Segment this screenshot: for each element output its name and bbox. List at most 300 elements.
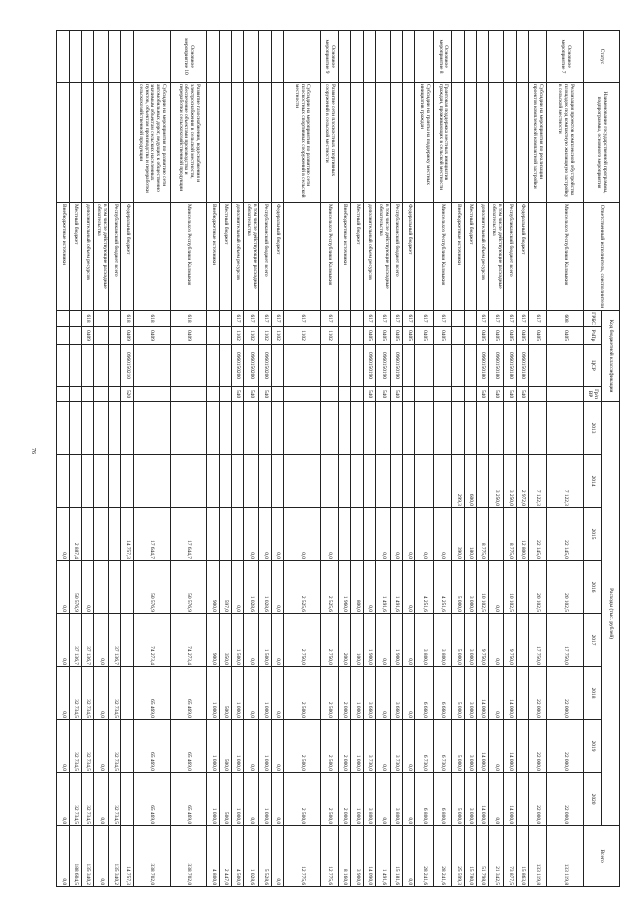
row-executor: Федеральный бюджет <box>516 203 528 311</box>
row-rzpr: 1102 <box>283 327 320 345</box>
row-value: 1 491,6 <box>375 561 390 614</box>
row-value: 500,0 <box>219 720 231 773</box>
table-row <box>244 31 259 887</box>
row-value: 0,0 <box>57 561 70 614</box>
row-value <box>464 402 476 455</box>
row-value: 0,0 <box>375 773 390 826</box>
row-value: 14 757,3 <box>121 508 133 561</box>
row-value <box>489 508 504 561</box>
row-value: 14 000,0 <box>476 773 488 826</box>
budget-table <box>56 30 620 887</box>
header-executor: Ответственный исполнитель, соисполнители <box>584 203 620 311</box>
row-value <box>516 561 528 614</box>
row-value: 1 000,0 <box>351 720 363 773</box>
row-status <box>452 31 464 83</box>
row-vr: 540 <box>363 387 375 402</box>
row-status <box>339 31 351 83</box>
row-value <box>231 402 243 455</box>
row-grbs: 617 <box>489 311 504 327</box>
row-csr <box>452 345 464 387</box>
row-executor: Местный бюджет <box>219 203 231 311</box>
row-value: 3 000,0 <box>464 614 476 667</box>
row-value: 390,0 <box>452 508 464 561</box>
row-name <box>244 83 259 203</box>
row-name <box>259 83 271 203</box>
row-csr: 0960150180 <box>489 345 504 387</box>
row-value: 10 102,5 <box>476 561 488 614</box>
row-value: 2 000,0 <box>339 667 351 720</box>
row-value <box>231 508 243 561</box>
table-row <box>363 31 375 887</box>
row-value: 0,0 <box>271 614 283 667</box>
row-value <box>433 455 451 508</box>
row-value: 3 660,0 <box>390 667 402 720</box>
row-csr <box>464 345 476 387</box>
row-vr <box>81 387 93 402</box>
row-value: 14 000,0 <box>476 720 488 773</box>
row-executor <box>133 203 170 311</box>
row-value <box>207 508 219 561</box>
row-value: 1 000,0 <box>259 720 271 773</box>
row-vr <box>320 387 338 402</box>
row-value: 3 800,0 <box>433 614 451 667</box>
row-value: 22 000,0 <box>547 720 584 773</box>
row-csr <box>207 345 219 387</box>
row-vr <box>464 387 476 402</box>
table-row <box>464 31 476 887</box>
row-rzpr <box>207 327 219 345</box>
row-rzpr <box>57 327 70 345</box>
row-rzpr: 0409 <box>81 327 93 345</box>
row-value <box>81 402 93 455</box>
row-total: 12 775,6 <box>320 826 338 887</box>
table-row <box>170 31 207 887</box>
row-value: 22 145,0 <box>528 508 546 561</box>
table-row <box>504 31 516 887</box>
row-value: 0,0 <box>489 667 504 720</box>
row-value <box>516 720 528 773</box>
table-row <box>547 31 584 887</box>
row-status: Основное мероприятие 9 <box>320 31 338 83</box>
table-row <box>207 31 219 887</box>
row-executor: Федеральный бюджет <box>121 203 133 311</box>
row-executor: Местный бюджет <box>464 203 476 311</box>
row-vr <box>271 387 283 402</box>
row-value: 1 000,0 <box>207 667 219 720</box>
row-status <box>219 31 231 83</box>
row-csr <box>133 345 170 387</box>
table-row <box>351 31 363 887</box>
row-total: 135 340,2 <box>109 826 121 887</box>
row-value: 2 887,4 <box>69 508 81 561</box>
row-value: 0,0 <box>403 773 415 826</box>
row-name <box>403 83 415 203</box>
row-executor: дополнительный объем ресурсов <box>231 203 243 311</box>
row-value: 0,0 <box>403 508 415 561</box>
row-rzpr <box>219 327 231 345</box>
row-value: 5 000,0 <box>452 720 464 773</box>
row-value: 0,0 <box>320 508 338 561</box>
row-value <box>109 508 121 561</box>
row-value: 2 525,6 <box>283 561 320 614</box>
row-executor: Минсельхоз Республики Калмыкия <box>547 203 584 311</box>
row-csr <box>403 345 415 387</box>
row-status <box>464 31 476 83</box>
row-csr <box>94 345 109 387</box>
row-total: 12 775,6 <box>283 826 320 887</box>
row-value <box>57 455 70 508</box>
row-name <box>464 83 476 203</box>
year-header: 2017 <box>584 614 602 667</box>
row-vr <box>207 387 219 402</box>
row-value: 3 250,0 <box>504 455 516 508</box>
row-csr <box>57 345 70 387</box>
row-value: 0,0 <box>271 667 283 720</box>
row-total: 8 160,0 <box>339 826 351 887</box>
row-name <box>69 83 81 203</box>
row-value: 1 000,0 <box>351 773 363 826</box>
row-value: 3 660,0 <box>363 667 375 720</box>
row-csr <box>69 345 81 387</box>
row-grbs: 608 <box>547 311 584 327</box>
row-value: 5 000,0 <box>452 561 464 614</box>
row-total: 1 028,6 <box>244 826 259 887</box>
row-value <box>81 508 93 561</box>
row-value: 3 000,0 <box>464 667 476 720</box>
row-value: 4 251,6 <box>415 561 433 614</box>
row-vr: 540 <box>231 387 243 402</box>
row-value <box>57 402 70 455</box>
row-value <box>403 402 415 455</box>
row-status <box>94 31 109 83</box>
row-value: 2 500,0 <box>283 720 320 773</box>
row-value: 3 730,0 <box>363 720 375 773</box>
row-value <box>351 508 363 561</box>
row-value: 32 734,5 <box>69 720 81 773</box>
row-value: 0,0 <box>244 667 259 720</box>
row-value <box>415 455 433 508</box>
row-executor <box>415 203 433 311</box>
row-value <box>363 508 375 561</box>
row-name: Субсидии на мероприятия по развитию сети автомобильных дорог, ведущих к общественно значимым объектам сельских населенных пунктов, объектам производства и переработки сельскохозяйственной продукции <box>133 83 170 203</box>
row-value: 6 800,0 <box>415 773 433 826</box>
row-grbs: 617 <box>403 311 415 327</box>
row-value <box>133 455 170 508</box>
table-row <box>489 31 504 887</box>
row-value: 22 145,0 <box>547 508 584 561</box>
row-value <box>351 402 363 455</box>
row-value: 1 491,6 <box>390 561 402 614</box>
row-value: 0,0 <box>375 667 390 720</box>
row-value <box>351 455 363 508</box>
row-value: 32 734,5 <box>109 773 121 826</box>
row-status: Основное мероприятие 7 <box>547 31 584 83</box>
row-executor: Минсельхоз Республики Калмыкия <box>433 203 451 311</box>
row-value: 1 000,0 <box>207 773 219 826</box>
row-value: 1 500,0 <box>231 614 243 667</box>
row-csr: 0960150200 <box>231 345 243 387</box>
row-total: 15 181,6 <box>390 826 402 887</box>
row-value: 0,0 <box>259 508 271 561</box>
row-rzpr <box>69 327 81 345</box>
row-value: 14 000,0 <box>504 773 516 826</box>
row-total: 133 119,8 <box>547 826 584 887</box>
row-executor: Республиканский бюджет всего <box>259 203 271 311</box>
row-value <box>69 455 81 508</box>
year-header: 2013 <box>584 402 602 455</box>
row-value: 1 028,6 <box>259 561 271 614</box>
row-vr <box>351 387 363 402</box>
header-csr: ЦСР <box>584 345 602 387</box>
row-rzpr: 1102 <box>271 327 283 345</box>
row-total: 188 604,5 <box>69 826 81 887</box>
row-value: 20 102,5 <box>528 561 546 614</box>
row-grbs: 618 <box>81 311 93 327</box>
row-rzpr: 1102 <box>231 327 243 345</box>
row-value <box>259 402 271 455</box>
row-status <box>283 31 320 83</box>
row-total: 2 447,0 <box>219 826 231 887</box>
row-executor: Республиканский бюджет всего <box>504 203 516 311</box>
row-value: 6 730,0 <box>415 720 433 773</box>
row-total: 0,0 <box>271 826 283 887</box>
rotated-content <box>56 30 620 886</box>
row-value: 1 900,0 <box>390 614 402 667</box>
table-row <box>320 31 338 887</box>
row-value: 1 900,0 <box>363 614 375 667</box>
row-value <box>207 455 219 508</box>
row-value <box>516 614 528 667</box>
row-value: 1 500,0 <box>259 614 271 667</box>
row-value <box>259 455 271 508</box>
row-value: 20 102,5 <box>547 561 584 614</box>
row-total: 4 500,0 <box>231 826 243 887</box>
row-value <box>363 402 375 455</box>
row-value: 7 122,3 <box>547 455 584 508</box>
row-executor <box>283 203 320 311</box>
row-total: 338 702,0 <box>133 826 170 887</box>
row-value: 6 660,0 <box>433 667 451 720</box>
table-row <box>415 31 433 887</box>
row-value: 22 000,0 <box>528 720 546 773</box>
row-grbs: 617 <box>375 311 390 327</box>
table-row <box>516 31 528 887</box>
row-value: 200,0 <box>339 614 351 667</box>
row-status <box>57 31 70 83</box>
row-rzpr <box>109 327 121 345</box>
year-header: 2014 <box>584 455 602 508</box>
row-value: 22 000,0 <box>528 667 546 720</box>
row-grbs <box>351 311 363 327</box>
row-executor: дополнительный объем ресурсов <box>363 203 375 311</box>
row-name <box>363 83 375 203</box>
row-value: 0,0 <box>415 508 433 561</box>
table-row <box>271 31 283 887</box>
row-csr: 0960150190 <box>375 345 390 387</box>
row-vr <box>170 387 207 402</box>
row-value: 5 000,0 <box>452 667 464 720</box>
row-value: 3 730,0 <box>390 720 402 773</box>
row-name <box>339 83 351 203</box>
row-value: 0,0 <box>403 720 415 773</box>
row-value: 0,0 <box>244 720 259 773</box>
row-status <box>133 31 170 83</box>
row-total: 28 241,6 <box>415 826 433 887</box>
row-name <box>489 83 504 203</box>
row-value: 4 251,6 <box>433 561 451 614</box>
row-executor: дополнительный объем ресурсов <box>81 203 93 311</box>
row-total: 15 863,0 <box>516 826 528 887</box>
row-value: 0,0 <box>375 614 390 667</box>
row-value: 9 750,0 <box>476 614 488 667</box>
row-value <box>121 402 133 455</box>
row-status <box>69 31 81 83</box>
row-total: 5 528,6 <box>259 826 271 887</box>
row-total: 4 800,0 <box>207 826 219 887</box>
row-value: 3 800,0 <box>390 773 402 826</box>
row-vr <box>528 387 546 402</box>
row-grbs <box>219 311 231 327</box>
row-status <box>351 31 363 83</box>
row-csr <box>81 345 93 387</box>
row-total: 1 491,6 <box>375 826 390 887</box>
row-name <box>504 83 516 203</box>
row-total: 28 241,6 <box>433 826 451 887</box>
row-value: 5 000,0 <box>452 614 464 667</box>
row-value: 1 000,0 <box>259 667 271 720</box>
row-status <box>390 31 402 83</box>
row-grbs <box>69 311 81 327</box>
row-value: 2 500,0 <box>320 720 338 773</box>
row-rzpr: 0405 <box>415 327 433 345</box>
row-value: 1 000,0 <box>231 773 243 826</box>
row-rzpr: 1102 <box>320 327 338 345</box>
row-total: 338 702,0 <box>170 826 207 887</box>
row-value: 3 000,0 <box>464 773 476 826</box>
row-value: 0,0 <box>489 561 504 614</box>
row-grbs <box>94 311 109 327</box>
row-value: 180,0 <box>464 508 476 561</box>
row-value <box>516 667 528 720</box>
row-value: 900,0 <box>207 614 219 667</box>
row-grbs: 618 <box>121 311 133 327</box>
row-rzpr: 0405 <box>516 327 528 345</box>
row-grbs: 618 <box>133 311 170 327</box>
row-csr <box>339 345 351 387</box>
row-value <box>516 402 528 455</box>
row-value <box>433 402 451 455</box>
row-value: 8 775,0 <box>504 508 516 561</box>
table-row <box>339 31 351 887</box>
row-grbs: 617 <box>476 311 488 327</box>
table-row <box>390 31 402 887</box>
row-rzpr: 0405 <box>489 327 504 345</box>
row-value <box>94 402 109 455</box>
row-name <box>219 83 231 203</box>
year-header: 2015 <box>584 508 602 561</box>
row-value: 3 000,0 <box>464 720 476 773</box>
row-grbs: 617 <box>390 311 402 327</box>
row-value: 9 750,0 <box>504 614 516 667</box>
row-status <box>244 31 259 83</box>
row-value: 22 000,0 <box>528 773 546 826</box>
row-csr <box>109 345 121 387</box>
row-value: 0,0 <box>363 561 375 614</box>
row-vr: 540 <box>259 387 271 402</box>
row-name <box>207 83 219 203</box>
row-value: 1 000,0 <box>351 667 363 720</box>
row-vr <box>283 387 320 402</box>
row-csr <box>528 345 546 387</box>
row-value: 0,0 <box>489 614 504 667</box>
row-total: 25 599,3 <box>452 826 464 887</box>
row-status <box>259 31 271 83</box>
row-value <box>320 402 338 455</box>
row-value: 0,0 <box>57 720 70 773</box>
row-value: 32 734,5 <box>69 667 81 720</box>
row-value: 3 800,0 <box>415 614 433 667</box>
header-gr-vr: Гр/п ВР <box>584 387 602 402</box>
row-csr: 0960150200 <box>244 345 259 387</box>
row-rzpr <box>351 327 363 345</box>
row-value <box>109 561 121 614</box>
row-value <box>121 720 133 773</box>
row-value: 0,0 <box>231 561 243 614</box>
row-grbs <box>339 311 351 327</box>
row-value: 65 469,0 <box>170 773 207 826</box>
row-value: 2 750,0 <box>283 614 320 667</box>
row-vr: 540 <box>390 387 402 402</box>
row-vr: 540 <box>476 387 488 402</box>
row-value: 500,0 <box>219 773 231 826</box>
row-total: 0,0 <box>57 826 70 887</box>
row-value: 14 000,0 <box>504 720 516 773</box>
header-grbs: ГРБС <box>584 311 602 327</box>
row-name <box>81 83 93 203</box>
row-executor: в том числе действующие расходные обязательства <box>244 203 259 311</box>
row-grbs: 617 <box>363 311 375 327</box>
row-value: 1 000,0 <box>259 773 271 826</box>
row-name: Субсидии на мероприятия по развитию сети плоскостных спортивных сооружений в сельской местности <box>283 83 320 203</box>
header-budget-codes: Код бюджетной классификации <box>602 311 620 402</box>
row-value: 65 469,0 <box>133 720 170 773</box>
row-value <box>121 561 133 614</box>
row-value: 299,3 <box>452 455 464 508</box>
row-grbs: 617 <box>231 311 243 327</box>
row-value: 900,0 <box>207 561 219 614</box>
row-value: 32 734,5 <box>69 773 81 826</box>
row-grbs: 617 <box>528 311 546 327</box>
row-value: 74 273,4 <box>170 614 207 667</box>
row-value: 0,0 <box>271 561 283 614</box>
row-value <box>219 508 231 561</box>
row-vr <box>69 387 81 402</box>
row-value: 0,0 <box>489 720 504 773</box>
row-value <box>283 455 320 508</box>
row-executor: в том числе действующие расходные обязательства <box>489 203 504 311</box>
row-csr <box>351 345 363 387</box>
row-name <box>390 83 402 203</box>
row-value: 65 469,0 <box>133 773 170 826</box>
row-value <box>375 402 390 455</box>
row-vr <box>109 387 121 402</box>
row-status <box>415 31 433 83</box>
row-value: 37 136,7 <box>109 614 121 667</box>
row-vr <box>94 387 109 402</box>
row-value: 0,0 <box>57 508 70 561</box>
row-value <box>390 455 402 508</box>
row-value: 0,0 <box>94 614 109 667</box>
